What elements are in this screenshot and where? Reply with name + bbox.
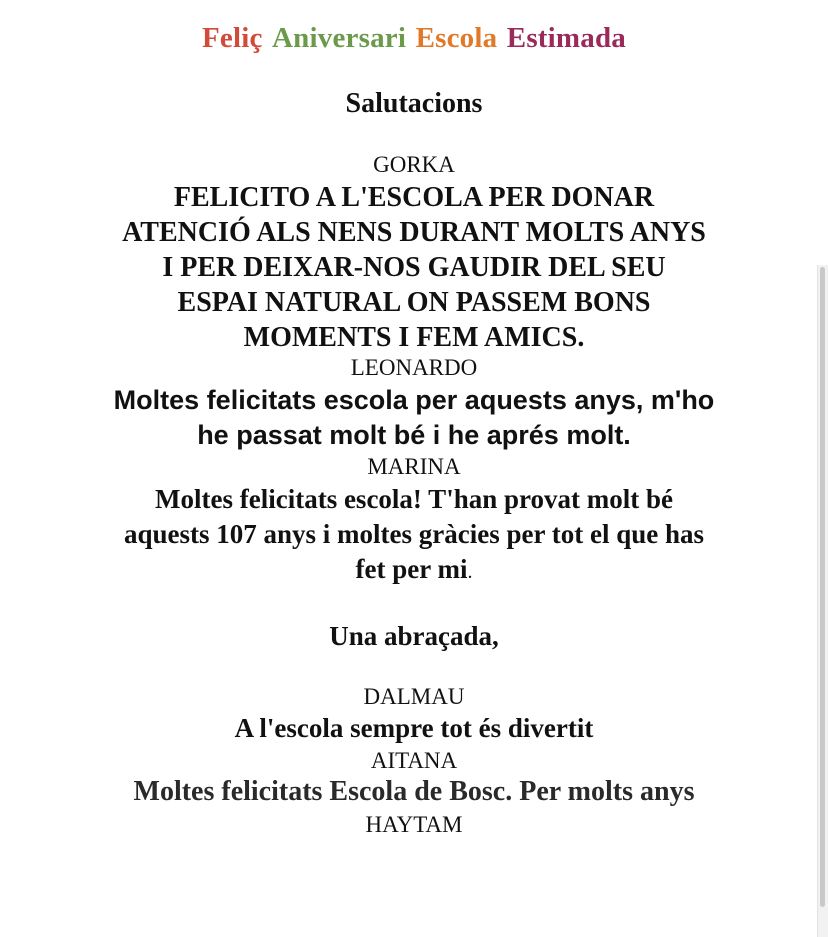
banner-word-aniversari: Aniversari (272, 22, 407, 54)
author-gorka: GORKA (373, 152, 455, 177)
greeting-heading: Salutacions (345, 88, 483, 119)
closing-heading: Una abraçada, (329, 621, 499, 651)
author-marina: MARINA (367, 454, 461, 479)
author-haytam: HAYTAM (365, 812, 463, 837)
message-marina (110, 482, 718, 590)
author-aitana: AITANA (370, 748, 458, 773)
message-marina-text: Moltes felicitats escola! T'han provat molt bé aquests 107 anys i moltes gràcies per tot el que has fet per mi (124, 484, 704, 584)
message-gorka: FELICITO A L'ESCOLA PER DONAR ATENCIÓ ALS NENS DURANT MOLTS ANYS I PER DEIXAR-NOS GAUDIR DEL SEU ESPAI NATURAL ON PASSEM BONS MOMENTS I FEM AMICS. (122, 182, 706, 353)
author-dalmau: DALMAU (363, 684, 465, 709)
vertical-scrollbar[interactable] (817, 265, 828, 937)
message-aitana: Moltes felicitats Escola de Bosc. Per molts anys (133, 776, 695, 807)
message-leonardo: Moltes felicitats escola per aquests anys, m'ho he passat molt bé i he aprés molt. (113, 385, 715, 450)
banner-word-escola: Escola (415, 22, 498, 54)
author-leonardo: LEONARDO (350, 355, 478, 380)
scrollbar-thumb[interactable] (820, 267, 825, 907)
banner-word-felic: Feliç (201, 22, 263, 54)
banner-word-estimada: Estimada (506, 22, 627, 54)
message-marina-trailing: . (467, 561, 473, 583)
anniversary-banner (0, 22, 828, 55)
message-dalmau: A l'escola sempre tot és divertit (234, 713, 594, 743)
